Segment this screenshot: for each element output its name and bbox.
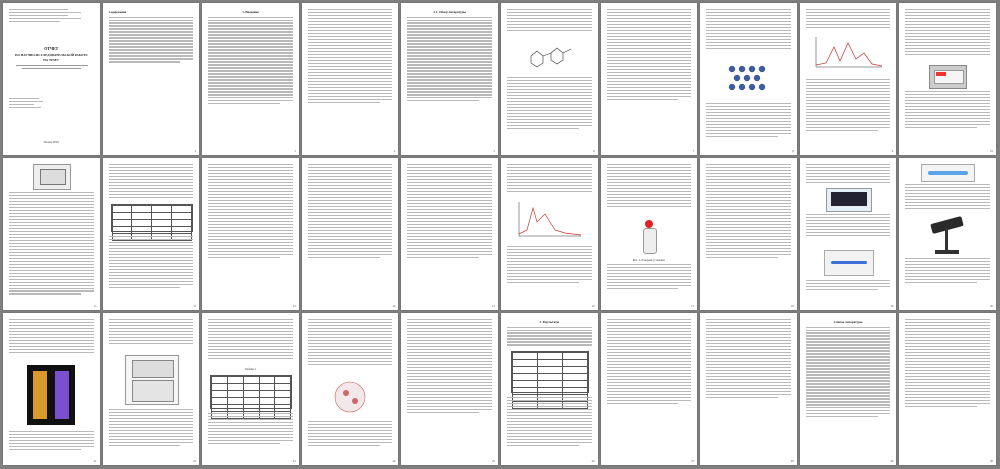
document-page: 1. Введение 3 [202, 3, 299, 155]
document-page-with-figure: 9 [800, 3, 897, 155]
data-table [111, 204, 193, 232]
document-page-with-table: Таблица 1 23 [202, 313, 299, 465]
document-page: 15 [401, 158, 498, 310]
data-table [210, 375, 292, 409]
chemical-structure-figure [521, 41, 577, 71]
document-page: 27 [601, 313, 698, 465]
document-page: 28 [700, 313, 797, 465]
document-page-with-figure: 20 [899, 158, 996, 310]
document-page-with-figure: 19 [800, 158, 897, 310]
analyzer-photo [125, 355, 179, 405]
document-page-with-figure: 24 [302, 313, 399, 465]
document-page-references: 30 [899, 313, 996, 465]
document-page-with-figure: 10 [899, 3, 996, 155]
document-page-with-figure: 11 [3, 158, 100, 310]
document-page: 13 [202, 158, 299, 310]
section-heading: 2.1. Обзор литературы [433, 10, 466, 14]
document-page-with-figure: 12 [103, 158, 200, 310]
absorbance-plot-figure [515, 200, 583, 240]
document-page-with-figure: 16 [501, 158, 598, 310]
table-caption: Таблица 1 [244, 368, 257, 371]
report-topic-label: НА ТЕМУ: [43, 58, 60, 63]
document-page-with-figure: Рис. 2. Лазерная установка 17 [601, 158, 698, 310]
document-page: 14 [302, 158, 399, 310]
section-heading: 3. Результаты [539, 320, 560, 324]
toc-heading: Содержание [108, 10, 127, 14]
figure-caption: Рис. 2. Лазерная установка [632, 259, 665, 262]
cell-micrograph-figure [328, 379, 372, 415]
equipment-photo [33, 164, 71, 190]
document-page-with-figure: 22 [103, 313, 200, 465]
instrument-photo [27, 365, 75, 425]
monitor-photo [826, 188, 872, 212]
data-table [511, 351, 589, 393]
report-subtitle: ПО НАУЧНО-ИССЛЕДОВАТЕЛЬСКОЙ РАБОТЕ [14, 52, 88, 57]
document-page: 18 [700, 158, 797, 310]
cover-city-year: Москва 20ХХ [43, 141, 59, 144]
document-spread [3, 3, 996, 465]
document-page-with-table: 3. Результаты 26 [501, 313, 598, 465]
document-page-cover [3, 3, 100, 155]
document-page-with-figure: 6 [501, 3, 598, 155]
lamp-device-photo [927, 220, 967, 254]
document-page-toc: Содержание 2 [103, 3, 200, 155]
document-page-with-figure: 8 [700, 3, 797, 155]
laser-device-photo [635, 220, 663, 254]
section-heading: 1. Введение [242, 10, 259, 14]
spectrum-plot-figure [812, 35, 884, 71]
document-page-references: Список литературы 29 [800, 313, 897, 465]
document-page: 4 [302, 3, 399, 155]
molecular-lattice-figure [722, 61, 774, 95]
report-title: ОТЧЕТ [44, 46, 59, 51]
references-heading: Список литературы [833, 320, 863, 324]
fiber-probe-photo [824, 250, 874, 276]
sensor-photo [921, 164, 975, 182]
document-page: 2.1. Обзор литературы 5 [401, 3, 498, 155]
document-page: 25 [401, 313, 498, 465]
document-page-with-figure: 21 [3, 313, 100, 465]
device-photo [929, 65, 967, 89]
document-page: 7 [601, 3, 698, 155]
